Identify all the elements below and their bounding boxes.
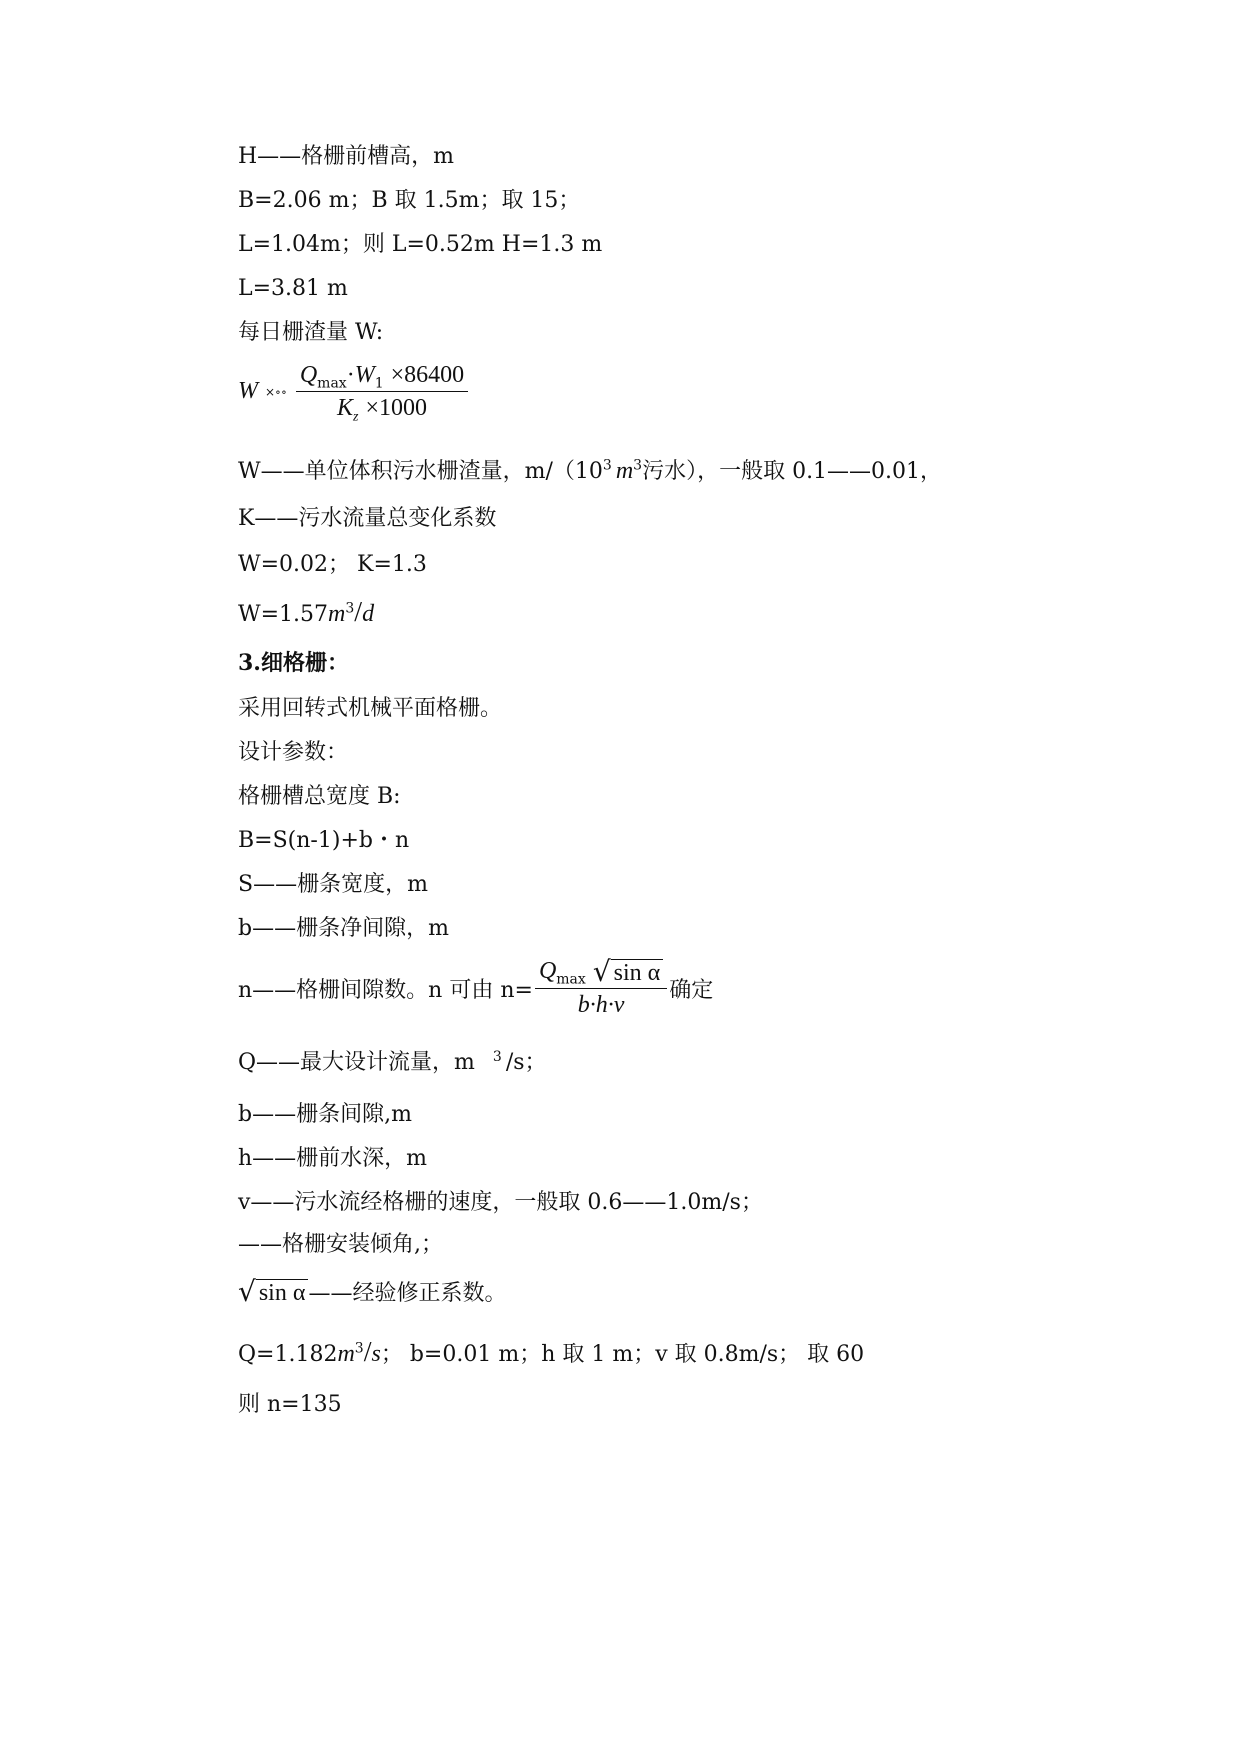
text-line-n-def: [238, 955, 714, 1019]
n-def-part2: 确定: [669, 978, 714, 1003]
sqrt-radical-2: √: [238, 1274, 256, 1308]
formula-w-den-rest: ×1000: [365, 395, 427, 421]
w-def-m3: 3: [633, 457, 643, 474]
text-line-k-def: K——污水流量总变化系数: [238, 506, 497, 531]
q-def-part1: Q——最大设计流量，m: [238, 1050, 475, 1075]
formula-w-k-sub: z: [353, 409, 359, 425]
formula-w-q: Q: [299, 362, 318, 388]
w-def-part2: 污水），一般取 0.1——0.01，: [642, 459, 943, 484]
formula-w-denominator: [333, 392, 431, 425]
formula-w-lhs: W: [238, 378, 258, 404]
w-def-part1: W——单位体积污水栅渣量，m/（10: [238, 459, 603, 484]
text-line-w-k-values: W=0.02； K=1.3: [238, 552, 427, 577]
sqrt-body-2: sin α: [256, 1279, 309, 1306]
text-line-h-def: h——栅前水深，m: [238, 1146, 428, 1171]
values-m: m: [337, 1341, 355, 1367]
section-heading-fine-screen: 3.细格栅：: [238, 650, 349, 676]
text-line-method: 采用回转式机械平面格栅。: [238, 696, 503, 721]
text-line-b-def: b——栅条净间隙，m: [238, 916, 449, 941]
text-line-w-heading: 每日栅渣量 W:: [238, 320, 384, 345]
text-line-n-result: 则 n=135: [238, 1392, 342, 1417]
q-def-part2: /s；: [505, 1050, 547, 1075]
text-line-w-def: [238, 456, 942, 487]
formula-w-numerator: $Q_{max}\cdot W_1 \times 86400$: [296, 362, 468, 392]
n-def-part1: n——格栅间隙数。n 可由 n=: [238, 978, 533, 1003]
formula-w-fraction: [296, 362, 468, 425]
formula-n-denominator: b·h·v: [577, 992, 625, 1018]
sqrt-radical: √: [592, 955, 611, 988]
formula-n-sqrt: [592, 955, 663, 988]
text-line-v-def: v——污水流经格栅的速度，一般取 0.6——1.0m/s；: [238, 1190, 763, 1215]
text-line-gap-def: b——栅条间隙,m: [238, 1102, 412, 1127]
text-line-total-width: 格栅槽总宽度 B:: [238, 784, 401, 809]
sqrt-sin-alpha: [238, 1274, 308, 1308]
text-line-l2: L=3.81 m: [238, 276, 348, 301]
formula-n-q: Q: [538, 958, 557, 984]
formula-n-fraction: [535, 955, 667, 1019]
text-line-values: [238, 1338, 864, 1370]
text-line-s-def: S——栅条宽度，m: [238, 872, 428, 897]
w-result-m: m: [328, 601, 346, 627]
formula-w-num-rest: ×86400: [390, 362, 465, 388]
formula-w-glyph: ×∘∘: [265, 385, 287, 399]
formula-w-w1: W: [354, 362, 375, 388]
q-def-sup: 3: [492, 1048, 502, 1065]
values-rest: ； b=0.01 m；h 取 1 m；v 取 0.8m/s； 取 60: [380, 1342, 865, 1367]
text-line-b-formula: B=S(n-1)+b・n: [238, 828, 410, 853]
values-s: s: [371, 1341, 381, 1367]
text-line-design-params: 设计参数：: [238, 740, 349, 765]
text-line-b: B=2.06 m；B 取 1.5m；取 15；: [238, 188, 581, 213]
formula-w-k: K: [336, 395, 353, 421]
text-line-l1: L=1.04m；则 L=0.52m H=1.3 m: [238, 232, 603, 257]
values-sup: 3: [354, 1340, 364, 1357]
w-result-d: d: [362, 601, 375, 627]
text-line-h: H——格栅前槽高，m: [238, 144, 455, 169]
formula-n-q-sub: max: [556, 971, 586, 988]
formula-w-q-sub: max: [317, 375, 347, 392]
w-result-slash: /: [354, 597, 363, 628]
w-result-sup: 3: [345, 600, 355, 617]
formula-w: [238, 362, 470, 425]
formula-n-numerator: [535, 955, 667, 989]
sqrt-def-text: ——经验修正系数。: [308, 1281, 507, 1306]
values-q: Q=1.182: [238, 1342, 338, 1367]
w-def-m: m: [615, 458, 634, 484]
sqrt-body: sin α: [611, 959, 664, 986]
w-def-exp: 3: [602, 457, 612, 474]
text-line-sqrt-def: [238, 1276, 506, 1307]
values-slash: /: [363, 1337, 372, 1368]
text-line-q-def: [238, 1048, 547, 1078]
text-line-w-result: [238, 598, 374, 630]
text-line-angle-def: ——格栅安装倾角,；: [238, 1232, 443, 1257]
formula-w-w1-sub: 1: [374, 375, 384, 392]
w-result-value: W=1.57: [238, 602, 329, 627]
